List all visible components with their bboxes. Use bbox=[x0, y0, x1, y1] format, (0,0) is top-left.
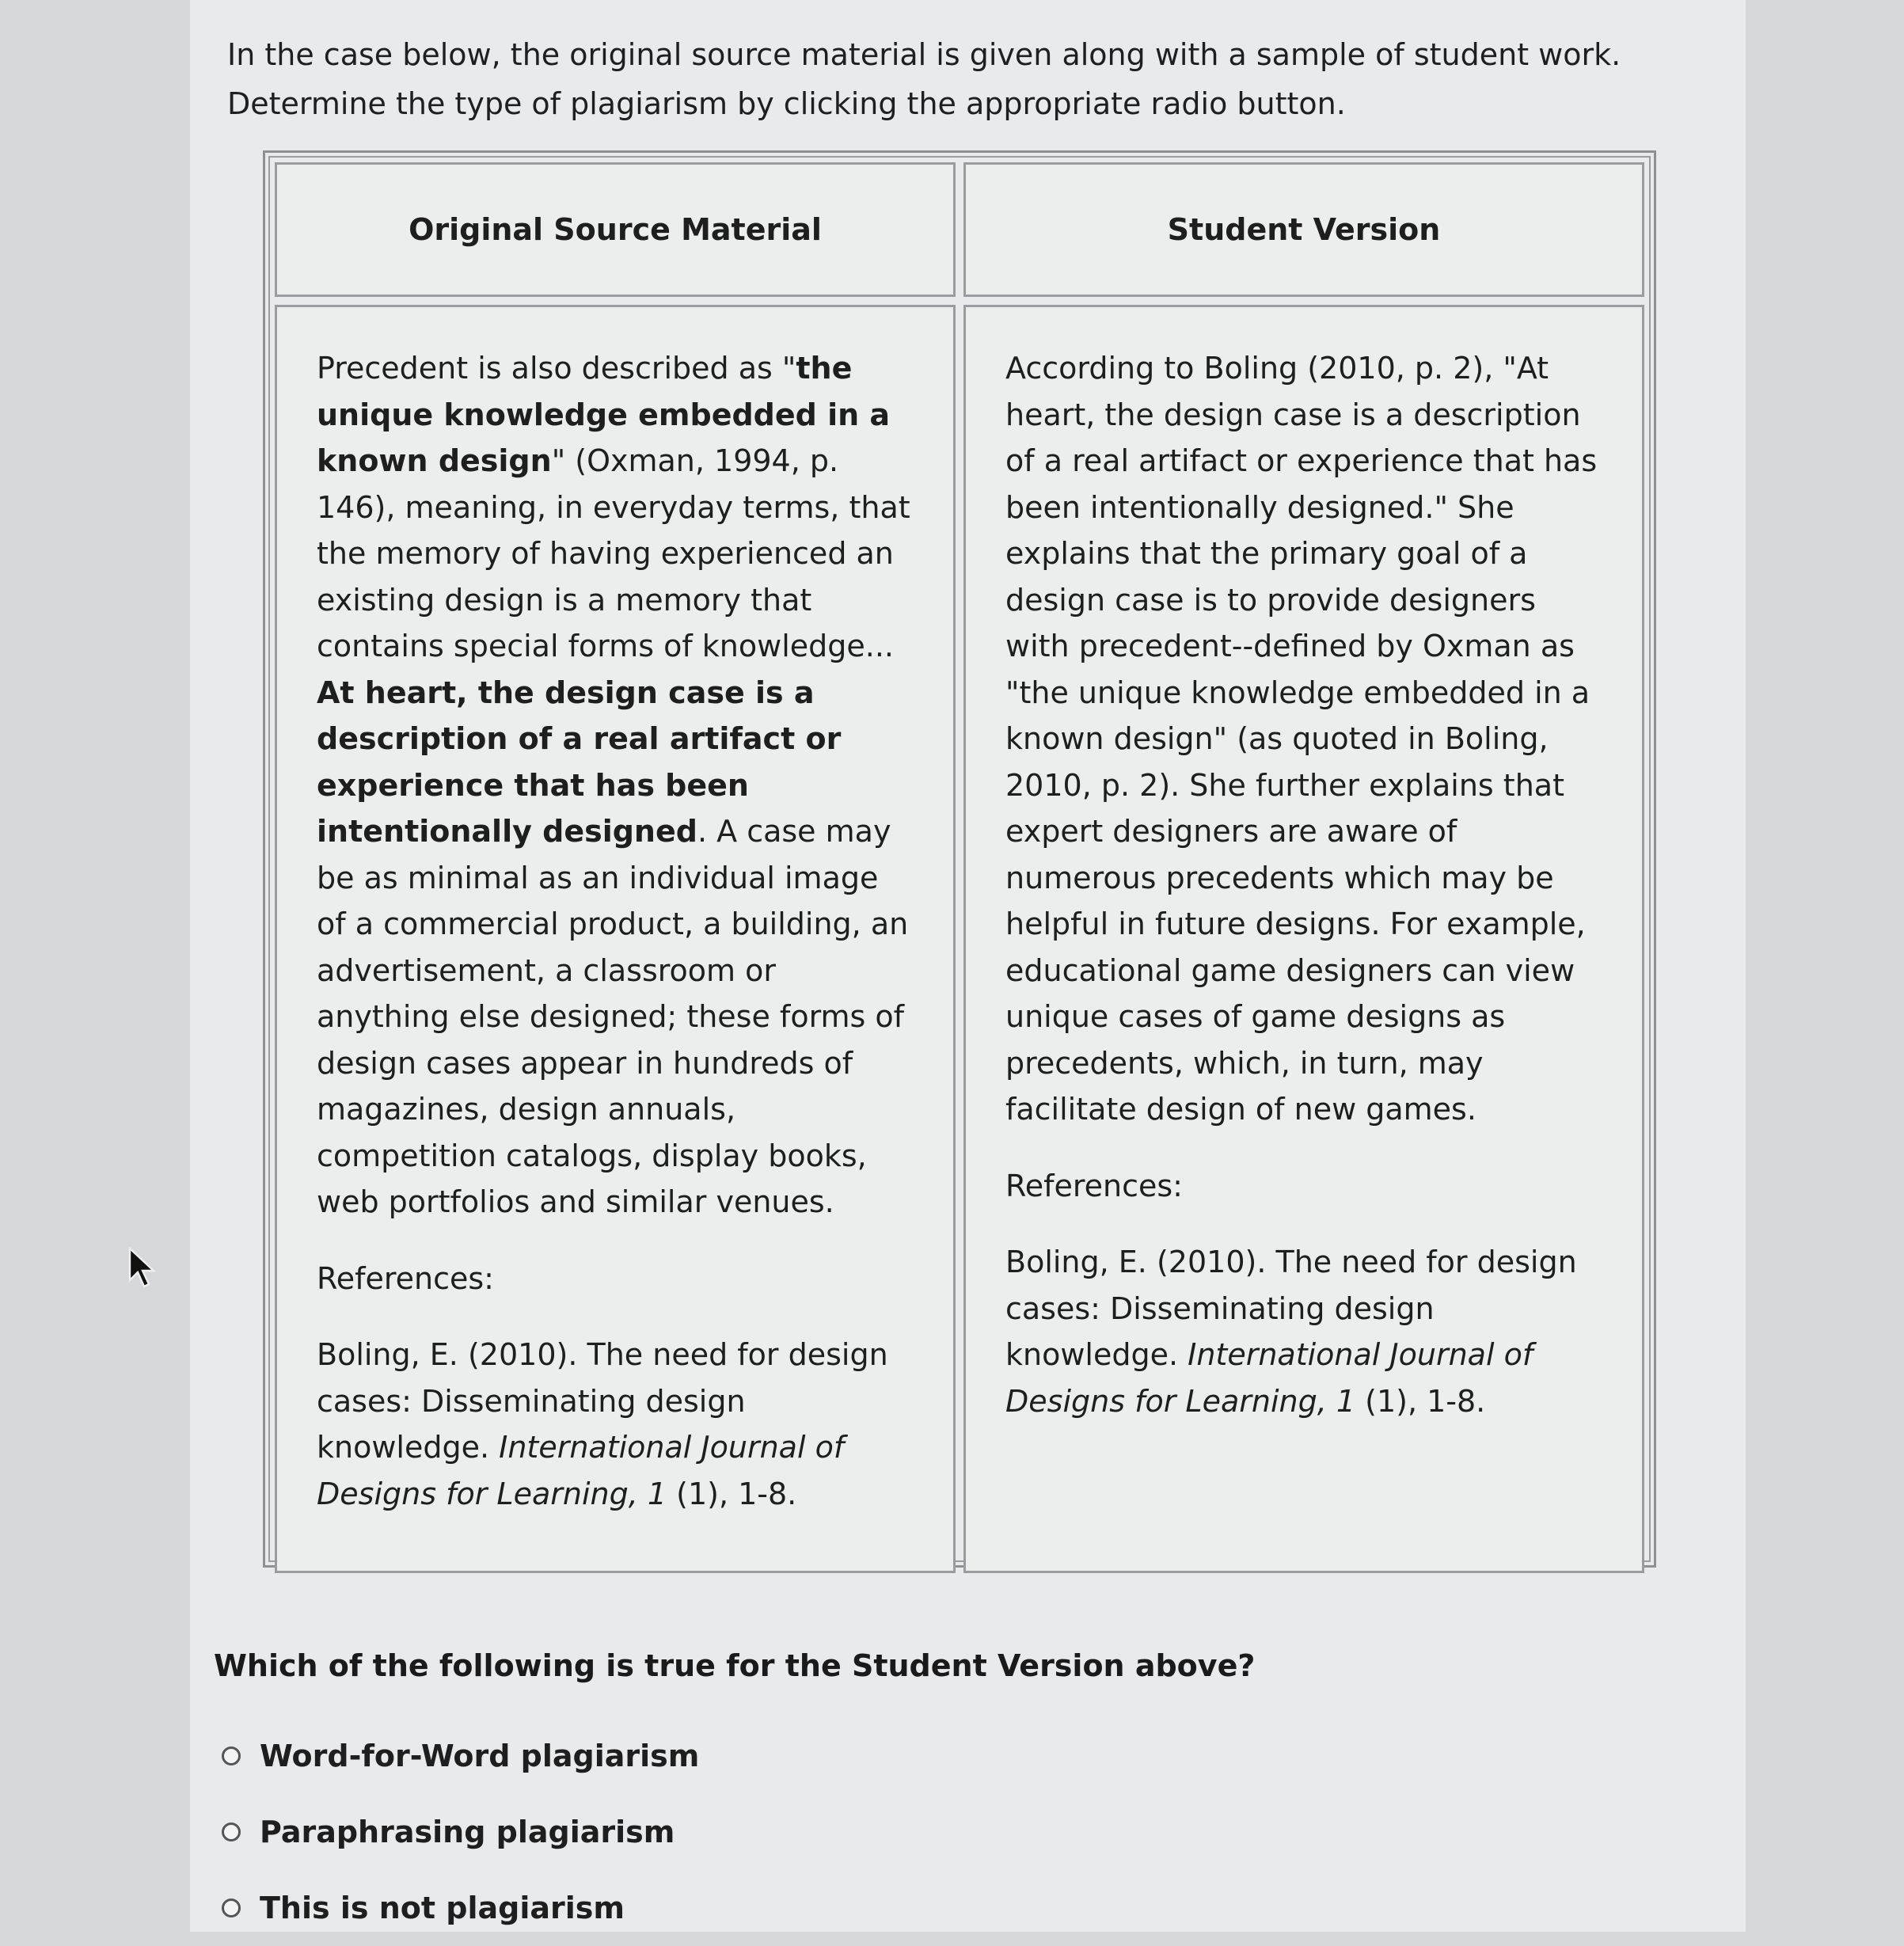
answer-options bbox=[222, 1718, 699, 1946]
instructions-line-2: Determine the type of plagiarism by clicking the appropriate radio button. bbox=[227, 86, 1346, 121]
reference-text: Boling, E. (2010). The need for design cases: Disseminating design knowledge. bbox=[1005, 1245, 1577, 1372]
option-not-plagiarism[interactable] bbox=[222, 1870, 699, 1946]
option-label: Paraphrasing plagiarism bbox=[260, 1815, 675, 1849]
reference-tail: (1), 1-8. bbox=[667, 1476, 797, 1511]
original-references-label: References: bbox=[317, 1260, 494, 1296]
option-paraphrasing[interactable] bbox=[222, 1794, 699, 1870]
original-text-part: Precedent is also described as " bbox=[317, 351, 796, 386]
option-word-for-word[interactable] bbox=[222, 1718, 699, 1794]
student-version-cell bbox=[963, 305, 1644, 1573]
reference-journal: International Journal of Designs for Learning, 1 bbox=[317, 1430, 845, 1511]
header-original-source: Original Source Material bbox=[275, 162, 956, 297]
radio-button[interactable] bbox=[222, 1746, 241, 1765]
option-label: Word-for-Word plagiarism bbox=[260, 1739, 700, 1773]
original-bold-passage: At heart, the design case is a description of a real artifact or experience that has been intentionally designed bbox=[317, 675, 842, 849]
instructions-line-1: In the case below, the original source material is given along with a sample of student work. bbox=[227, 37, 1621, 72]
option-label: This is not plagiarism bbox=[260, 1891, 625, 1925]
mouse-pointer-icon bbox=[127, 1247, 158, 1288]
original-text-part: . A case may be as minimal as an individual image of a commercial product, a building, an advertisement, a classroom or anything else designed; these forms of design cases appear in hundreds of magazines, design annuals, competition catalogs, display books, web portfolios and similar venues. bbox=[317, 814, 909, 1219]
reference-journal: International Journal of Designs for Learning, 1 bbox=[1005, 1337, 1533, 1419]
reference-text: Boling, E. (2010). The need for design cases: Disseminating design knowledge. bbox=[317, 1337, 888, 1465]
student-reference-entry bbox=[1005, 1239, 1602, 1424]
original-text-part: " (Oxman, 1994, p. 146), meaning, in everyday terms, that the memory of having experienced an existing design is a memory that contains special forms of knowledge... bbox=[317, 443, 910, 663]
original-source-text bbox=[317, 345, 914, 1226]
original-source-cell bbox=[275, 305, 956, 1573]
original-reference-entry bbox=[317, 1332, 914, 1517]
question-text: Which of the following is true for the Student Version above? bbox=[214, 1648, 1256, 1683]
original-bold-quote: the unique knowledge embedded in a known design bbox=[317, 351, 891, 478]
reference-tail: (1), 1-8. bbox=[1355, 1383, 1486, 1419]
radio-button[interactable] bbox=[222, 1822, 241, 1841]
radio-button[interactable] bbox=[222, 1898, 241, 1917]
student-references-label: References: bbox=[1005, 1168, 1183, 1203]
case-table bbox=[263, 150, 1656, 1568]
header-student-version: Student Version bbox=[963, 162, 1644, 297]
instructions bbox=[227, 30, 1652, 128]
student-version-text: According to Boling (2010, p. 2), "At heart, the design case is a description of a real artifact or experience that has been intentionally designed." She explains that the primary goal of a design case is to provide designers with precedent--defined by Oxman as "the unique knowledge embedded in a known design" (as quoted in Boling, 2010, p. 2). She further explains that expert designers are aware of numerous precedents which may be helpful in future designs. For example, educational game designers can view unique cases of game designs as precedents, which, in turn, may facilitate design of new games. bbox=[1005, 351, 1598, 1127]
